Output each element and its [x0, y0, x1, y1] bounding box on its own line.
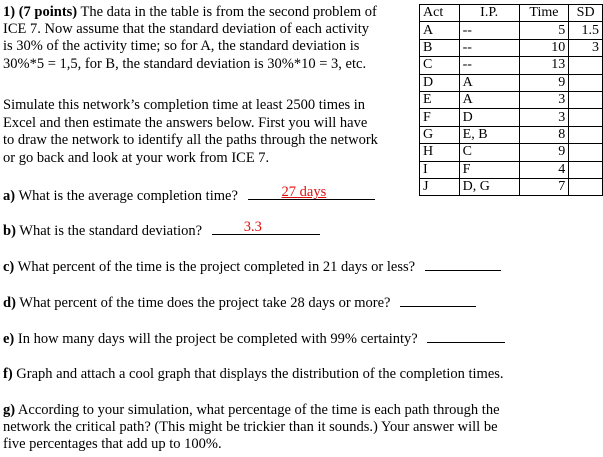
header-sd: SD [569, 5, 603, 22]
cell-time: 13 [519, 57, 569, 74]
header-act: Act [420, 5, 460, 22]
intro-text-2: ICE 7. Now assume that the standard deviation of each activity [3, 21, 370, 37]
cell-ip: -- [459, 39, 519, 56]
sim-text-2: Excel and then estimate the answers below. First you will have [3, 115, 368, 131]
sim-text-1: Simulate this network’s completion time at least 2500 times in [3, 97, 366, 113]
question-d [3, 294, 476, 312]
cell-sd [569, 109, 603, 126]
cell-sd [569, 178, 603, 195]
table-row [420, 57, 603, 74]
cell-time: 7 [519, 178, 569, 195]
cell-act: I [420, 161, 460, 178]
cell-time: 3 [519, 91, 569, 108]
cell-time: 10 [519, 39, 569, 56]
table-row [420, 109, 603, 126]
question-a-label: a) [3, 188, 16, 204]
cell-ip: A [459, 74, 519, 91]
problem-points: (7 points) [18, 4, 78, 20]
cell-time: 4 [519, 161, 569, 178]
table-row [420, 144, 603, 161]
question-d-label: d) [3, 295, 16, 311]
question-c-answer-line[interactable] [425, 258, 501, 271]
question-g-label: g) [3, 402, 16, 418]
question-g-text-1: According to your simulation, what percentage of the time is each path through the [17, 402, 500, 418]
sim-text-4: or go back and look at your work from ICE 7. [3, 150, 270, 166]
cell-act: H [420, 144, 460, 161]
question-b [3, 219, 320, 240]
cell-act: G [420, 126, 460, 143]
question-g-text-2: network the critical path? (This might be trickier than it sounds.) Your answer will be [3, 419, 498, 435]
question-g-line-1 [3, 402, 500, 419]
question-f-label: f) [3, 366, 13, 382]
question-a-answer-line[interactable] [248, 184, 375, 200]
cell-ip: -- [459, 22, 519, 39]
cell-time: 8 [519, 126, 569, 143]
table-row [420, 74, 603, 91]
cell-sd [569, 57, 603, 74]
question-e [3, 330, 505, 348]
cell-sd [569, 91, 603, 108]
question-e-label: e) [3, 331, 15, 347]
question-a [3, 184, 375, 205]
question-c [3, 258, 501, 276]
cell-time: 9 [519, 144, 569, 161]
cell-act: A [420, 22, 460, 39]
question-a-text: What is the average completion time? [18, 188, 238, 204]
question-b-answer-line[interactable] [212, 219, 320, 235]
cell-act: J [420, 178, 460, 195]
question-f [3, 366, 504, 383]
cell-sd: 1.5 [569, 22, 603, 39]
cell-ip: D [459, 109, 519, 126]
problem-number: 1) [3, 4, 16, 20]
cell-sd [569, 74, 603, 91]
cell-ip: A [459, 91, 519, 108]
table-row [420, 178, 603, 195]
question-b-answer: 3.3 [243, 219, 262, 235]
cell-ip: F [459, 161, 519, 178]
question-d-text: What percent of the time does the project take 28 days or more? [19, 295, 391, 311]
header-ip: I.P. [459, 5, 519, 22]
table-row [420, 39, 603, 56]
cell-ip: C [459, 144, 519, 161]
question-e-text: In how many days will the project be completed with 99% certainty? [17, 331, 418, 347]
question-a-answer: 27 days [281, 184, 327, 200]
question-f-text: Graph and attach a cool graph that displays the distribution of the completion times. [16, 366, 504, 382]
cell-act: E [420, 91, 460, 108]
intro-text-4: 30%*5 = 1,5, for B, the standard deviation is 30%*10 = 3, etc. [3, 56, 367, 72]
problem-intro-line-1 [3, 4, 377, 21]
cell-sd [569, 144, 603, 161]
question-b-label: b) [3, 223, 16, 239]
intro-text-1: The data in the table is from the second problem of [80, 4, 377, 20]
cell-act: D [420, 74, 460, 91]
cell-ip: D, G [459, 178, 519, 195]
cell-time: 5 [519, 22, 569, 39]
cell-sd [569, 126, 603, 143]
cell-time: 3 [519, 109, 569, 126]
cell-time: 9 [519, 74, 569, 91]
table-header-row [420, 5, 603, 22]
cell-act: F [420, 109, 460, 126]
cell-act: B [420, 39, 460, 56]
question-d-answer-line[interactable] [400, 294, 476, 307]
activity-table [419, 4, 603, 196]
question-b-text: What is the standard deviation? [19, 223, 203, 239]
header-time: Time [519, 5, 569, 22]
cell-ip: E, B [459, 126, 519, 143]
question-e-answer-line[interactable] [427, 330, 505, 343]
table-row [420, 22, 603, 39]
cell-act: C [420, 57, 460, 74]
cell-sd: 3 [569, 39, 603, 56]
sim-text-3: to draw the network to identify all the paths through the network [3, 132, 378, 148]
table-row [420, 126, 603, 143]
question-c-text: What percent of the time is the project completed in 21 days or less? [17, 259, 416, 275]
cell-ip: -- [459, 57, 519, 74]
question-g-text-3: five percentages that add up to 100%. [3, 436, 222, 452]
intro-text-3: is 30% of the activity time; so for A, the standard deviation is [3, 38, 360, 54]
question-c-label: c) [3, 259, 15, 275]
table-row [420, 91, 603, 108]
table-row [420, 161, 603, 178]
cell-sd [569, 161, 603, 178]
